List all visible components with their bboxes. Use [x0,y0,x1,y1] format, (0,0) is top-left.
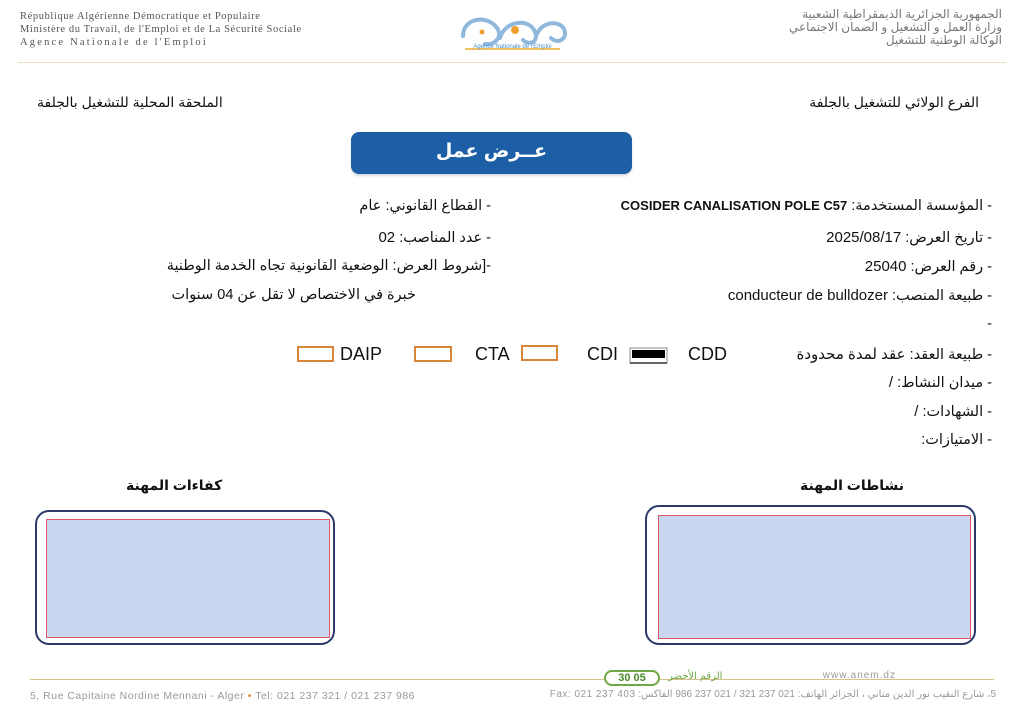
page-title: عــرض عمل [351,132,632,174]
contract-cta-checkbox[interactable] [521,345,558,361]
experience-value: خبرة في الاختصاص لا تقل عن 04 سنوات [171,287,416,303]
skills-area[interactable] [46,519,330,638]
experience-row [172,287,416,303]
offer-number-value: 25040 [864,258,907,275]
website-link[interactable]: www.anem.dz [822,670,896,681]
contract-label: طبيعة العقد: [909,347,984,363]
contract-value: عقد لمدة محدودة [796,346,906,363]
conditions-value: الوضعية القانونية تجاه الخدمة الوطنية [166,258,389,274]
posts-label: عدد المناصب: [399,230,483,246]
employer-value: COSIDER CANALISATION POLE C57 [620,198,848,213]
green-number-label: الرقم الأخضر [668,671,723,682]
field-row: - ميدان النشاط: / [888,374,992,391]
position-row: - طبيعة المنصب: conducteur de bulldozer [727,287,992,304]
activities-title: نشاطات المهنة [800,477,905,493]
diplomas-value: / [914,403,919,420]
contract-daip-checkbox[interactable] [414,346,452,362]
offer-number-row: - رقم العرض: 25040 [864,258,992,275]
offer-date-row: - تاريخ العرض: 2025/08/17 [826,229,992,246]
sector-value: عام [359,198,382,214]
contract-daip-label: DAIP [340,344,383,364]
activities-box[interactable] [645,505,976,645]
footer-tel: Tel: 021 237 321 / 021 237 986 [255,690,416,702]
contract-cdd-label: CDD [688,344,727,364]
conditions-row: -[شروط العرض: الوضعية القانونية تجاه الخدمة الوطنية [166,258,491,274]
header-ar-line1: الجمهورية الجزائرية الديمقراطية الشعبية [802,7,1002,21]
contract-cdi-label: CDI [587,344,618,364]
header-fr-line3: Agence Nationale de l'Emploi [20,37,208,48]
activities-area[interactable] [658,515,971,639]
blank-bullet: - [987,316,992,332]
footer-address-ar [550,689,996,700]
header-arabic [582,8,1002,47]
privileges-label: الامتيازات: [921,432,984,448]
posts-value: 02 [378,229,396,246]
header-fr-line2: Ministère du Travail, de l'Emploi et de La Sécurité Sociale [20,24,302,35]
skills-box[interactable] [35,510,335,645]
diplomas-label: الشهادات: [922,404,984,420]
footer-address-ar-text: 5، شارع النقيب نور الدين مناني ، الجزائر [829,689,996,700]
footer-fax: الفاكس: Fax: 021 237 403 [549,689,673,700]
conditions-label: شروط العرض: [392,258,483,274]
offer-date-label: تاريخ العرض: [905,230,984,246]
header-divider [18,62,1006,63]
diplomas-row: - الشهادات: / [914,403,992,420]
bullet-dot-icon: • [247,690,252,702]
employer-row: - المؤسسة المستخدمة: COSIDER CANALISATION POLE C57 [620,198,992,214]
footer-address-fr [30,690,415,702]
branch-local: الملحقة المحلية للتشغيل بالجلفة [37,94,223,110]
sector-label: القطاع القانوني: [385,198,483,214]
header-ar-line2: وزارة العمل و التشغيل و الضمان الاجتماعي [789,20,1002,34]
green-number-badge: 30 05 [604,670,660,686]
employer-label: المؤسسة المستخدمة: [851,198,984,214]
offer-number-label: رقم العرض: [910,259,984,275]
posts-row: - عدد المناصب: 02 [378,229,491,246]
header-fr-line1: République Algérienne Démocratique et Populaire [20,11,261,22]
contract-cta-label: CTA [475,344,510,364]
sector-row: - القطاع القانوني: عام [359,198,491,214]
branch-wilaya: الفرع الولائي للتشغيل بالجلفة [809,94,979,110]
offer-date-value: 2025/08/17 [826,229,902,246]
contract-row: - طبيعة العقد: عقد لمدة محدودة [796,346,992,363]
logo-caption: Agence Nationale de l'Emploi [473,44,552,50]
footer-tel-ar: الهاتف: 021 237 321 / 021 237 986 [675,689,828,700]
field-label: ميدان النشاط: [897,375,984,391]
header-ar-line3: الوكالة الوطنية للتشغيل [885,33,1002,47]
contract-extra-checkbox[interactable] [297,346,334,362]
skills-title: كفاءات المهنة [126,477,223,493]
anem-logo-icon [445,6,580,60]
position-value: conducteur de bulldozer [727,287,888,304]
privileges-row: - الامتيازات: [921,432,992,448]
position-label: طبيعة المنصب: [892,288,984,304]
header-french [20,10,420,49]
contract-cdi-checkbox[interactable] [629,345,669,365]
field-value: / [888,374,894,391]
footer-address: 5, Rue Capitaine Nordine Mennani - Alger [30,690,245,702]
